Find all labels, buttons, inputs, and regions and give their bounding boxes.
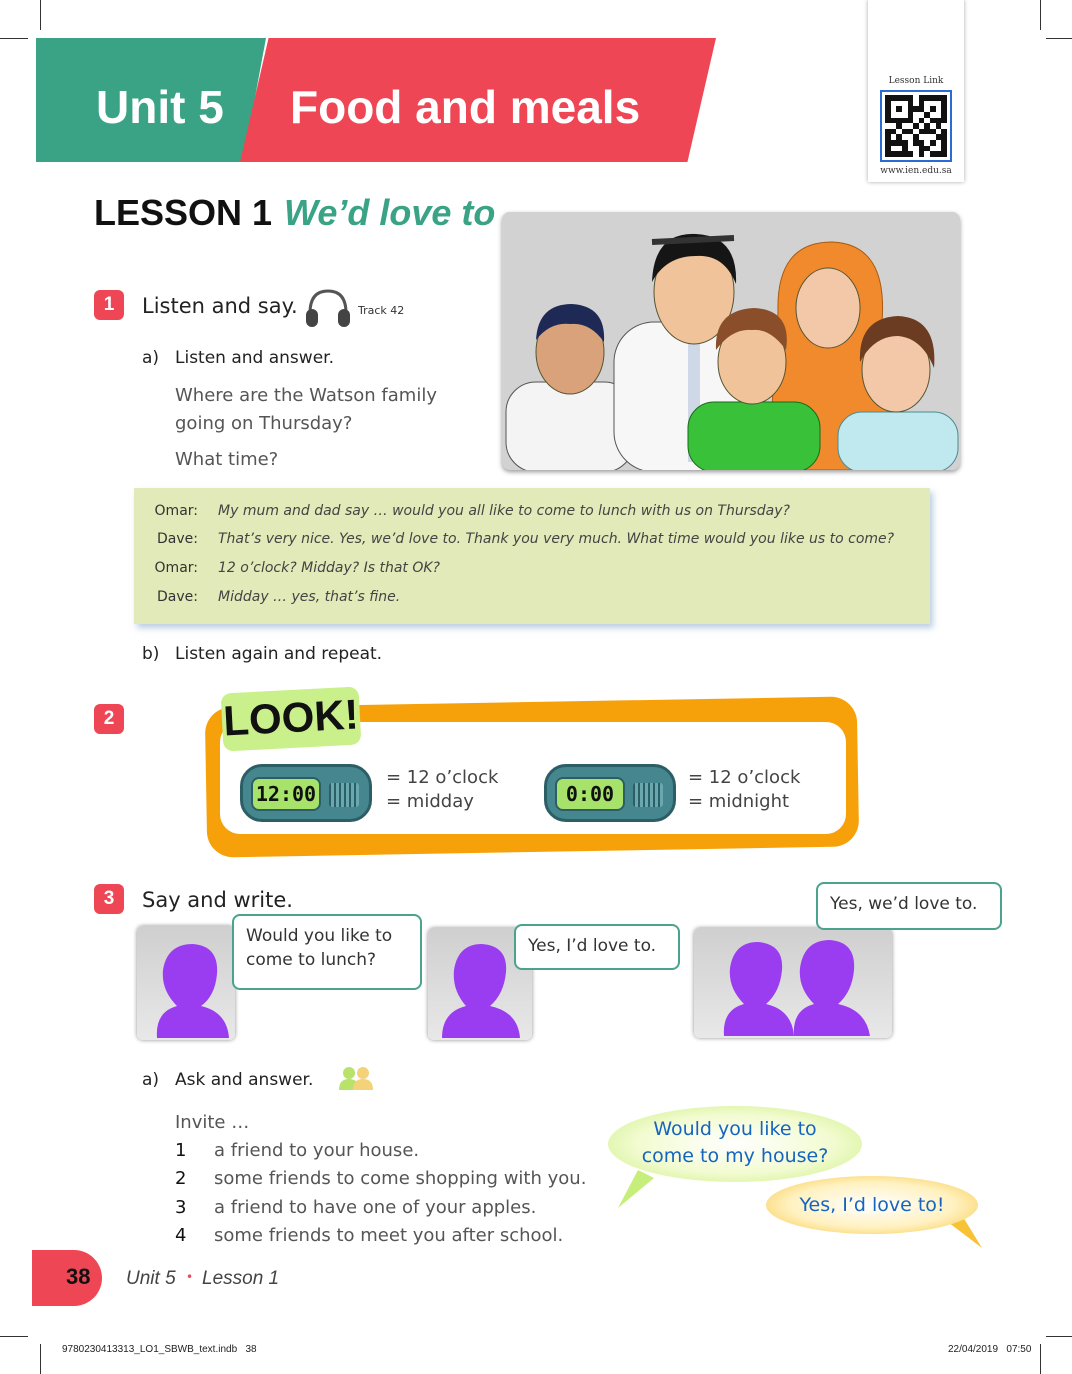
- dialogue-speaker: Omar:: [154, 560, 198, 576]
- section-heading: Say and write.: [142, 888, 293, 912]
- dialogue-text: 12 o’clock? Midday? Is that OK?: [218, 560, 440, 576]
- list-item: some friends to come shopping with you.: [214, 1168, 587, 1189]
- list-item: some friends to meet you after school.: [214, 1225, 564, 1246]
- lesson-subtitle: We’d love to: [284, 192, 496, 233]
- look-label: LOOK!: [221, 686, 362, 751]
- silhouette-panel: [137, 926, 235, 1040]
- lesson-link-url: www.ien.edu.sa: [880, 166, 952, 176]
- footer-separator: •: [186, 1270, 194, 1284]
- list-number: 4: [175, 1225, 187, 1246]
- activity-label: Listen again and repeat.: [175, 644, 383, 664]
- crop-mark: [1040, 0, 1041, 30]
- section-number-badge: 2: [94, 704, 124, 734]
- item-marker: b): [142, 644, 160, 664]
- list-item: a friend to have one of your apples.: [214, 1197, 537, 1218]
- dialogue-line: [134, 589, 930, 617]
- clock-display: 12:00: [251, 777, 321, 811]
- page-number: 38: [66, 1264, 91, 1289]
- unit-title: Food and meals: [290, 81, 641, 133]
- pair-work-icon: [338, 1066, 374, 1090]
- dialogue-text: That’s very nice. Yes, we’d love to. Thank you very much. What time would you like us to come?: [218, 531, 895, 547]
- silhouette-panel: [694, 928, 892, 1038]
- dialogue-line: [134, 560, 930, 588]
- speech-bubble: Yes, I’d love to.: [514, 924, 680, 970]
- print-slug-file: 9780230413313_LO1_SBWB_text.indb 38: [62, 1344, 257, 1355]
- alarm-clock-icon: [544, 764, 676, 822]
- print-slug-date: 22/04/2019 07:50: [948, 1344, 1032, 1355]
- footer-lesson: Lesson 1: [202, 1268, 280, 1289]
- crop-mark: [40, 0, 41, 30]
- speech-question-text: Would you like to come to my house?: [641, 1118, 829, 1167]
- clock-meaning: = 12 o’clock: [688, 767, 801, 788]
- item-marker: a): [142, 1070, 160, 1090]
- item-marker: a): [142, 348, 160, 368]
- dialogue-text: My mum and dad say … would you all like to come to lunch with us on Thursday?: [218, 503, 790, 519]
- activity-label: Ask and answer.: [175, 1070, 314, 1090]
- lesson-link-label: Lesson Link: [888, 76, 944, 86]
- list-number: 3: [175, 1197, 187, 1218]
- clock-meaning: = 12 o’clock: [386, 767, 499, 788]
- section-number-badge: 3: [94, 884, 124, 914]
- dialogue-line: [134, 503, 930, 531]
- crop-mark: [40, 1344, 41, 1374]
- question-text: What time?: [175, 449, 279, 470]
- dialogue-text: Midday … yes, that’s fine.: [218, 589, 401, 605]
- alarm-clock-icon: [240, 764, 372, 822]
- crop-mark: [0, 38, 28, 39]
- lesson-label: LESSON 1: [94, 192, 273, 233]
- invite-label: Invite …: [175, 1112, 250, 1133]
- dialogue-speaker: Omar:: [154, 503, 198, 519]
- speech-tail: [618, 1170, 658, 1210]
- list-item: a friend to your house.: [214, 1140, 420, 1161]
- crop-mark: [1040, 1344, 1041, 1374]
- qr-code-icon[interactable]: [880, 90, 952, 162]
- speech-bubble: Yes, we’d love to.: [816, 882, 1002, 930]
- list-number: 2: [175, 1168, 187, 1189]
- dialogue-box: [134, 488, 930, 624]
- footer-unit: Unit 5: [126, 1268, 176, 1289]
- dialogue-speaker: Dave:: [157, 531, 198, 547]
- speech-bubble: Would you like to come to lunch?: [232, 914, 422, 990]
- list-number: 1: [175, 1140, 187, 1161]
- clock-speaker-grill: [329, 783, 359, 807]
- section-heading: Listen and say.: [142, 294, 298, 318]
- family-illustration: [502, 212, 960, 470]
- headphones-icon[interactable]: [304, 287, 352, 331]
- unit-label: Unit 5: [96, 81, 224, 133]
- activity-label: Listen and answer.: [175, 348, 334, 368]
- crop-mark: [1046, 1336, 1072, 1337]
- crop-mark: [1046, 38, 1072, 39]
- dialogue-speaker: Dave:: [157, 589, 198, 605]
- question-text: Where are the Watson family going on Thursday?: [175, 385, 437, 434]
- track-label: Track 42: [358, 304, 405, 317]
- crop-mark: [0, 1336, 28, 1337]
- clock-meaning: = midnight: [688, 791, 790, 812]
- speech-answer-text: Yes, I’d love to!: [799, 1194, 945, 1216]
- clock-meaning: = midday: [386, 791, 474, 812]
- section-number-badge: 1: [94, 290, 124, 320]
- clock-display: 0:00: [555, 777, 625, 811]
- dialogue-line: [134, 531, 930, 559]
- clock-speaker-grill: [633, 783, 663, 807]
